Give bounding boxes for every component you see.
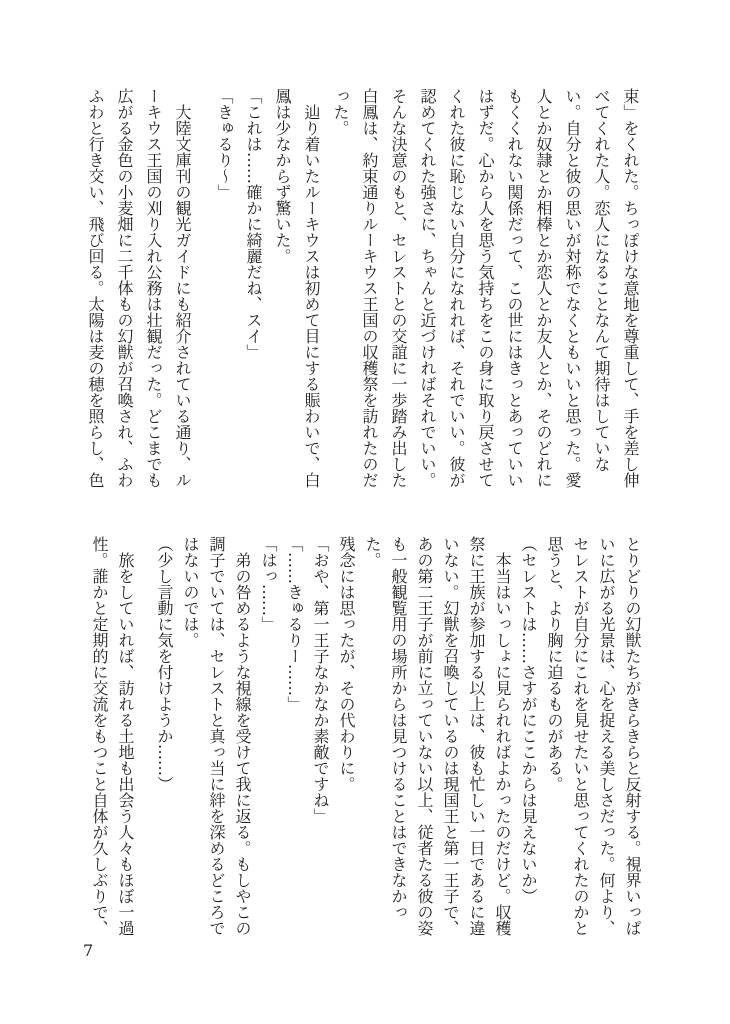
paragraph: （セレストは……さすがにここからは見えないか）	[519, 536, 538, 904]
paragraph: 大陸文庫刊の観光ガイドにも紹介されている通り、ルーキウス王国の刈り入れ公務は壮観だった。どこまでも広がる金色の小麦畑に二千体もの幻獣が召喚され、ふわふわと行き交い、飛び回る。太陽は麦の穂を照らし、色	[86, 88, 192, 488]
paragraph: 本当はいっしょに見られればよかったのだけど。収穫祭に王族が参加する以上は、彼も忙しい一日であるに違いない。幻獣を召喚しているのは現国王と第一王子で、あの第二王子が前に立っていない以上、従者たる彼の姿も一般観覧用の場所からは見つけることはできなかった。	[363, 536, 512, 936]
text-block-top	[81, 88, 645, 496]
paragraph: 弟の咎めるような視線を受けて我に返る。もしやこの調子でいては、セレストと真っ当に絆を深めるどころではないのでは。	[181, 536, 252, 936]
paragraph: 残念には思ったが、その代わりに。	[337, 536, 356, 792]
paragraph: 「きゅるり～」	[215, 88, 234, 200]
page-number: 7	[83, 941, 94, 960]
text-block-bottom	[86, 536, 645, 944]
paragraph: 辿り着いたルーキウスは初めて目にする賑わいで、白鳳は少なからず驚いた。	[273, 88, 321, 488]
paragraph: 旅をしていれば、訪れる土地も出会う人々もほぼ一過性。誰かと定期的に交流をもつこと自体が久しぶりで、	[90, 536, 135, 936]
paragraph: （少し言動に気を付けようか……）	[155, 536, 174, 792]
paragraph: 束」をくれた。ちっぽけな意地を尊重して、手を差し伸べてくれた人。恋人になることなんて期待はしていない。自分と彼の思いが対称でなくともいいと思った。愛人とか奴隷とか相棒とか恋人とか友人とか、そのどれにもくくれない関係だって、この世にはきっとあっていいはずだ。心から人を思う気持ちをこの身に取り戻させてくれた彼に恥じない自分になれれば、それでいい。彼が認めてくれた強さに、ちゃんと近づければそれでいい。そんな決意のもと、セレストとの交誼に一歩踏み出した白鳳は、約束通りルーキウス王国の収穫祭を訪れたのだった。	[331, 88, 640, 488]
paragraph: とりどりの幻獣たちがきらきらと反射する。視界いっぱいに広がる光景は、心を捉える美しさだった。何より、セレストが自分にこれを見せたいと思ってくれたのかと思うと、より胸に迫るものがある。	[545, 536, 642, 936]
paragraph: 「……きゅるりー……」	[285, 536, 304, 712]
paragraph: 「おや、第一王子なかなか素敵ですね」	[311, 536, 330, 824]
paragraph: 「はっ……」	[259, 536, 278, 632]
paragraph: 「これは……確かに綺麗だね、スイ」	[244, 88, 263, 360]
